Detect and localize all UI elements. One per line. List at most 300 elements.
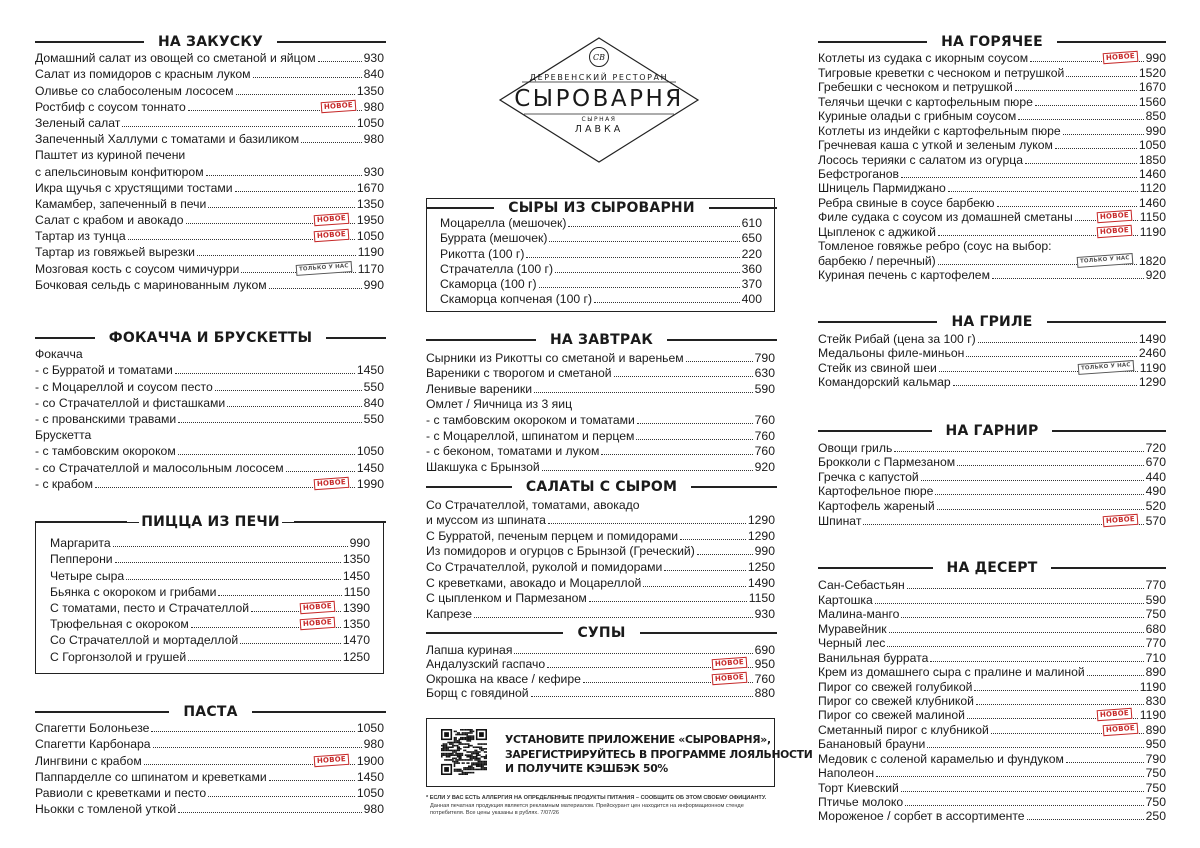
- menu-item: [818, 637, 1166, 651]
- menu-item-name: - с Бурратой и томатами: [35, 363, 173, 378]
- menu-item-price: 550: [363, 411, 384, 426]
- dot-leader: [974, 690, 1137, 691]
- menu-item: [50, 616, 370, 632]
- menu-item-name: Шакшука с Брынзой: [426, 459, 540, 474]
- menu-item-name: Сырники из Рикотты со сметаной и вареньем: [426, 350, 684, 365]
- menu-item-name: - с Моцареллой, шпинатом и перцем: [426, 428, 635, 443]
- menu-item: [818, 196, 1166, 210]
- menu-item: [440, 216, 762, 231]
- dot-leader: [301, 142, 361, 143]
- logo-sub-small: СЫРНАЯ: [581, 116, 617, 123]
- dot-leader: [144, 754, 355, 765]
- menu-item: [426, 643, 775, 658]
- dot-leader: [113, 546, 348, 547]
- menu-item-name: Спагетти Болоньезе: [35, 721, 150, 736]
- menu-item-price: 920: [1145, 268, 1166, 282]
- menu-item-price: 1250: [747, 559, 775, 574]
- menu-item-price: 520: [1145, 498, 1166, 513]
- menu-item: [35, 362, 384, 378]
- menu-item-price: 1150: [343, 584, 370, 599]
- menu-item: [35, 443, 384, 459]
- menu-item-price: 1850: [1138, 152, 1166, 167]
- dot-leader: [930, 661, 1143, 662]
- menu-item-name: Тартар из говяжьей вырезки: [35, 245, 195, 260]
- menu-item: [426, 528, 775, 544]
- menu-item-price: 990: [1145, 51, 1166, 66]
- app-promo-box: [426, 718, 813, 787]
- menu-item: [35, 260, 384, 276]
- menu-item-price: 1190: [1139, 708, 1166, 723]
- menu-item: [818, 810, 1166, 824]
- menu-item-name: Равиоли с креветками и песто: [35, 785, 207, 800]
- menu-item-name: Птичье молоко: [818, 795, 904, 809]
- menu-item-name: Гребешки с чесноком и петрушкой: [818, 80, 1013, 95]
- dot-leader: [614, 376, 753, 377]
- dot-leader: [887, 646, 1143, 647]
- promo-line-3: И ПОЛУЧИТЕ КЭШБЭК 50%: [505, 762, 668, 775]
- menu-item-name: Трюфельная с окороком: [50, 617, 189, 632]
- menu-item-name: Ребра свиные в соусе барбекю: [818, 195, 995, 210]
- title-rule: [691, 486, 777, 488]
- title-rule: [818, 430, 932, 432]
- dot-leader: [188, 660, 341, 661]
- menu-item: [818, 593, 1166, 607]
- menu-item-price: 990: [349, 536, 370, 551]
- footer-note: [426, 795, 778, 818]
- menu-item-price: 650: [741, 231, 762, 246]
- title-rule: [426, 486, 512, 488]
- menu-item-name: Паппарделле со шпинатом и креветками: [35, 769, 267, 784]
- section-title-label: НА ГАРНИР: [945, 423, 1039, 439]
- menu-item: [35, 82, 384, 98]
- dot-leader: [992, 278, 1144, 279]
- menu-item-name: Бочковая сельдь с маринованным луком: [35, 277, 267, 292]
- menu-item-price: 1170: [357, 261, 384, 276]
- menu-item-price: 1350: [342, 552, 370, 567]
- dot-leader: [555, 272, 740, 273]
- menu-item: [440, 292, 762, 307]
- menu-item: [35, 769, 384, 785]
- menu-item-name: Буррата (мешочек): [440, 231, 548, 246]
- title-rule: [294, 521, 386, 523]
- title-rule: [640, 632, 777, 634]
- dot-leader: [1030, 52, 1144, 63]
- menu-item-price: 980: [363, 737, 384, 752]
- section-title-garnish: [818, 421, 1166, 441]
- menu-item-price: 720: [1145, 440, 1166, 455]
- menu-item: [35, 66, 384, 82]
- menu-item: [50, 535, 370, 551]
- menu-item-price: 1350: [342, 617, 370, 632]
- menu-item-name: с апельсиновым конфитюром: [35, 164, 204, 179]
- dot-leader: [875, 603, 1144, 604]
- dot-leader: [208, 207, 355, 208]
- menu-item: [818, 153, 1166, 167]
- menu-item-price: 980: [363, 99, 384, 114]
- menu-item: [818, 695, 1166, 709]
- dot-leader: [531, 696, 753, 697]
- menu-item: [426, 428, 775, 444]
- menu-item-price: 1050: [356, 115, 384, 130]
- menu-item: [426, 687, 775, 702]
- dot-leader: [863, 514, 1143, 525]
- menu-item: [426, 544, 775, 560]
- menu-item: [50, 600, 370, 616]
- menu-item-name: Муравейник: [818, 621, 887, 636]
- menu-item: [35, 244, 384, 260]
- menu-item-price: 770: [1145, 636, 1166, 651]
- menu-item-price: 830: [1145, 693, 1166, 708]
- dot-leader: [548, 523, 746, 524]
- menu-item-price: 590: [754, 381, 775, 396]
- menu-item-price: 690: [754, 642, 775, 657]
- menu-item-price: 850: [1145, 109, 1166, 124]
- menu-item: [35, 163, 384, 179]
- menu-item: [35, 378, 384, 394]
- menu-item-name: Гречка с капустой: [818, 469, 919, 484]
- menu-item-price: 1490: [1138, 331, 1166, 346]
- section-items-cheeses: [440, 216, 762, 307]
- menu-item-name: Картошка: [818, 592, 873, 607]
- menu-item-name: С томатами, песто и Страчателлой: [50, 600, 250, 615]
- menu-item: [35, 196, 384, 212]
- menu-item-price: 760: [754, 671, 775, 686]
- dot-leader: [937, 509, 1144, 510]
- menu-item: [426, 559, 775, 575]
- dot-leader: [967, 709, 1138, 720]
- dot-leader: [95, 477, 355, 488]
- menu-item-name: Лосось терияки с салатом из огурца: [818, 152, 1024, 167]
- menu-item-name: - с тамбовским окороком: [35, 444, 176, 459]
- menu-item-name: Со Страчателлой и мортаделлой: [50, 633, 239, 648]
- dot-leader: [991, 723, 1144, 734]
- dot-leader: [547, 658, 753, 669]
- title-rule: [667, 339, 777, 341]
- dot-leader: [539, 287, 740, 288]
- section-title-breakfast: [426, 330, 777, 350]
- promo-text: [505, 733, 812, 777]
- menu-item: [818, 514, 1166, 529]
- title-rule: [426, 339, 536, 341]
- dot-leader: [935, 494, 1143, 495]
- menu-item-price: 250: [1145, 809, 1166, 824]
- menu-item-name: Малина-манго: [818, 607, 900, 622]
- menu-item-price: 1450: [356, 769, 384, 784]
- menu-item-name: С креветками, авокадо и Моцареллой: [426, 575, 642, 590]
- section-items-salads: [426, 497, 775, 622]
- menu-item: [818, 680, 1166, 694]
- logo-tagline: ДЕРЕВЕНСКИЙ РЕСТОРАН: [529, 73, 669, 82]
- menu-item: [818, 332, 1166, 347]
- new-badge: НОВОЕ: [314, 753, 350, 766]
- menu-item: [35, 476, 384, 492]
- menu-item: [818, 738, 1166, 752]
- menu-item-name: Паштет из куриной печени: [35, 148, 186, 163]
- menu-item-price: 890: [1145, 722, 1166, 737]
- menu-item-name: Оливье со слабосоленым лососем: [35, 83, 234, 98]
- menu-item: [818, 211, 1166, 225]
- dot-leader: [583, 672, 753, 683]
- dot-leader: [1035, 105, 1137, 106]
- section-items-grill: [818, 332, 1166, 390]
- menu-item-price: 1820: [1138, 253, 1166, 268]
- section-items-pasta: [35, 720, 384, 817]
- dot-leader: [686, 361, 753, 362]
- menu-item-price: 930: [363, 51, 384, 66]
- menu-item-name: Омлет / Яичница из 3 яиц: [426, 397, 573, 412]
- menu-item-name: Торт Киевский: [818, 780, 899, 795]
- dot-leader: [241, 262, 355, 273]
- menu-item-price: 750: [1145, 795, 1166, 809]
- menu-item: [818, 651, 1166, 665]
- section-title-label: ПИЦЦА ИЗ ПЕЧИ: [141, 514, 280, 530]
- dot-leader: [1027, 819, 1144, 820]
- dot-leader: [1015, 90, 1137, 91]
- menu-item-price: 360: [741, 261, 762, 276]
- menu-item-price: 840: [363, 67, 384, 82]
- menu-item-name: Картофель жареный: [818, 498, 935, 513]
- menu-item: [818, 456, 1166, 471]
- menu-item: [818, 182, 1166, 196]
- menu-item-name: Пепперони: [50, 552, 113, 567]
- dot-leader: [921, 480, 1144, 481]
- menu-item-name: Салат с крабом и авокадо: [35, 213, 184, 228]
- title-rule: [35, 337, 95, 339]
- section-title-label: НА ЗАВТРАК: [550, 332, 653, 348]
- section-title-label: ПАСТА: [183, 704, 238, 720]
- menu-item: [818, 81, 1166, 95]
- promo-line-2: ЗАРЕГИСТРИРУЙТЕСЬ В ПРОГРАММЕ ЛОЯЛЬНОСТИ: [505, 747, 813, 761]
- menu-item-name: Бефстроганов: [818, 166, 899, 181]
- section-title-hot: [818, 32, 1166, 52]
- dot-leader: [1025, 163, 1137, 164]
- menu-item: [35, 801, 384, 817]
- dot-leader: [976, 704, 1144, 705]
- menu-item-price: 1560: [1138, 94, 1166, 109]
- menu-item-name: Лингвини с крабом: [35, 753, 142, 768]
- new-badge: НОВОЕ: [1102, 51, 1138, 64]
- menu-item-price: 1290: [1138, 375, 1166, 390]
- title-rule: [35, 521, 127, 523]
- menu-item-price: 1460: [1138, 195, 1166, 210]
- menu-item-name: Черный лес: [818, 636, 886, 651]
- dot-leader: [251, 601, 341, 612]
- menu-item: [818, 110, 1166, 124]
- dot-leader: [269, 780, 355, 781]
- section-title-label: НА ГРИЛЕ: [951, 314, 1033, 330]
- section-title-label: НА ЗАКУСКУ: [158, 34, 263, 50]
- dot-leader: [939, 362, 1138, 372]
- menu-item-name: Котлеты из судака с икорным соусом: [818, 51, 1029, 66]
- menu-item-name: и муссом из шпината: [426, 513, 546, 528]
- menu-item: [818, 781, 1166, 795]
- title-rule: [426, 632, 563, 634]
- menu-item-name: Пирог со свежей голубикой: [818, 679, 973, 694]
- menu-item-price: 1190: [357, 245, 384, 260]
- menu-item-name: Пирог со свежей клубникой: [818, 693, 974, 708]
- menu-item-price: 1490: [747, 575, 775, 590]
- dot-leader: [151, 731, 354, 732]
- dot-leader: [542, 470, 753, 471]
- section-items-garnish: [818, 441, 1166, 529]
- menu-item-name: Капрезе: [426, 606, 472, 621]
- dot-leader: [1075, 211, 1138, 222]
- title-rule: [277, 41, 386, 43]
- section-items-focaccia: [35, 346, 384, 492]
- menu-item-price: 1050: [1138, 138, 1166, 153]
- section-title-soups: [426, 623, 777, 643]
- dot-leader: [526, 257, 739, 258]
- menu-item-price: 680: [1145, 621, 1166, 636]
- dot-leader: [953, 385, 1137, 386]
- title-rule: [426, 207, 494, 209]
- menu-item: [818, 767, 1166, 781]
- menu-item: [35, 736, 384, 752]
- dot-leader: [927, 747, 1143, 748]
- dot-leader: [997, 206, 1137, 207]
- menu-item: [440, 277, 762, 292]
- menu-item: [35, 395, 384, 411]
- new-badge: НОВОЕ: [711, 672, 747, 685]
- menu-item-name: Сметанный пирог с клубникой: [818, 722, 989, 737]
- menu-item: [35, 785, 384, 801]
- menu-item-name: Со Страчателлой, томатами, авокадо: [426, 497, 640, 512]
- menu-item-price: 930: [754, 606, 775, 621]
- menu-item-name: Окрошка на квасе / кефире: [426, 671, 581, 686]
- section-title-pasta: [35, 702, 386, 722]
- dot-leader: [236, 94, 355, 95]
- dot-leader: [894, 451, 1143, 452]
- menu-item: [426, 513, 775, 529]
- menu-item: [426, 459, 775, 475]
- dot-leader: [549, 241, 739, 242]
- menu-item-name: барбекю / перечный): [818, 253, 936, 268]
- section-title-label: САЛАТЫ С СЫРОМ: [525, 479, 678, 495]
- title-rule: [1057, 41, 1166, 43]
- menu-item-name: - со Страчателлой и фисташками: [35, 395, 226, 410]
- menu-item: [426, 497, 775, 513]
- title-rule: [1047, 321, 1166, 323]
- menu-item: [818, 608, 1166, 622]
- menu-item: [35, 427, 384, 443]
- menu-item-name: Вареники с творогом и сметаной: [426, 366, 612, 381]
- menu-item: [35, 459, 384, 475]
- menu-item-price: 440: [1145, 469, 1166, 484]
- menu-item-price: 950: [1145, 737, 1166, 752]
- dot-leader: [1063, 134, 1144, 135]
- dot-leader: [594, 302, 740, 303]
- menu-item-name: Командорский кальмар: [818, 375, 951, 390]
- section-title-label: СЫРЫ ИЗ СЫРОВАРНИ: [508, 200, 695, 216]
- menu-item-price: 1670: [1138, 80, 1166, 95]
- menu-item-name: Салат из помидоров с красным луком: [35, 67, 251, 82]
- menu-item: [818, 579, 1166, 593]
- menu-item-price: 990: [1145, 123, 1166, 138]
- menu-item-price: 670: [1145, 455, 1166, 470]
- title-rule: [35, 711, 169, 713]
- menu-item: [818, 52, 1166, 66]
- menu-item-name: - с беконом, томатами и луком: [426, 444, 600, 459]
- section-title-label: НА ДЕСЕРТ: [946, 560, 1038, 576]
- menu-item: [440, 246, 762, 261]
- menu-item-price: 1050: [356, 229, 384, 244]
- dot-leader: [938, 254, 1137, 265]
- section-items-soups: [426, 643, 775, 701]
- menu-item-price: 1050: [356, 721, 384, 736]
- menu-item-price: 220: [741, 246, 762, 261]
- menu-item: [818, 723, 1166, 737]
- menu-item-price: 760: [754, 412, 775, 427]
- menu-item: [426, 591, 775, 607]
- section-title-label: НА ГОРЯЧЕЕ: [941, 34, 1043, 50]
- dot-leader: [637, 423, 753, 424]
- menu-item-name: Брускетта: [35, 428, 92, 443]
- dot-leader: [269, 288, 362, 289]
- menu-item-price: 1670: [356, 180, 384, 195]
- menu-item-name: Тигровые креветки с чесноком и петрушкой: [818, 65, 1065, 80]
- menu-item-name: Страчателла (100 г): [440, 261, 554, 276]
- menu-item-name: Мороженое / сорбет в ассортименте: [818, 809, 1025, 824]
- new-badge: НОВОЕ: [320, 100, 356, 113]
- menu-item-price: 2460: [1138, 346, 1166, 361]
- dot-leader: [235, 191, 355, 192]
- menu-item-name: Ванильная буррата: [818, 650, 929, 665]
- menu-item-price: 570: [1145, 513, 1166, 528]
- menu-item: [426, 444, 775, 460]
- dot-leader: [286, 471, 355, 472]
- menu-item: [35, 50, 384, 66]
- menu-item: [818, 709, 1166, 723]
- menu-item: [818, 499, 1166, 514]
- menu-item-price: 930: [363, 164, 384, 179]
- menu-item-name: Домашний салат из овощей со сметаной и яйцом: [35, 51, 316, 66]
- menu-item: [818, 796, 1166, 810]
- menu-item-price: 980: [363, 132, 384, 147]
- menu-item-name: Скаморца копченая (100 г): [440, 292, 593, 307]
- new-badge: НОВОЕ: [314, 476, 350, 489]
- dot-leader: [253, 77, 362, 78]
- qr-code-icon[interactable]: [441, 729, 487, 775]
- menu-item-name: Стейк из свиной шеи: [818, 360, 937, 375]
- menu-item-price: 1290: [747, 528, 775, 543]
- menu-item-price: 1150: [748, 591, 775, 606]
- menu-item: [50, 584, 370, 600]
- menu-item: [440, 262, 762, 277]
- menu-item: [426, 606, 775, 622]
- menu-item: [818, 361, 1166, 376]
- logo-name: СЫРОВАРНЯ: [514, 86, 684, 112]
- dot-leader: [966, 356, 1137, 357]
- new-badge: НОВОЕ: [314, 229, 350, 242]
- menu-item: [35, 115, 384, 131]
- menu-item-price: 790: [1145, 751, 1166, 766]
- menu-item-name: С цыпленком и Пармезаном: [426, 591, 587, 606]
- title-rule: [1052, 430, 1166, 432]
- dot-leader: [889, 632, 1144, 633]
- dot-leader: [115, 562, 341, 563]
- menu-item: [35, 752, 384, 768]
- dot-leader: [876, 776, 1144, 777]
- section-title-salads: [426, 477, 777, 497]
- menu-item-name: Банановый брауни: [818, 737, 926, 752]
- menu-item-price: 840: [363, 395, 384, 410]
- menu-item: [50, 567, 370, 583]
- dot-leader: [589, 601, 747, 602]
- menu-item-name: Андалузский гаспачо: [426, 657, 546, 672]
- menu-item-price: 1450: [342, 568, 370, 583]
- menu-item-name: Телячьи щечки с картофельным пюре: [818, 94, 1033, 109]
- title-rule: [818, 321, 937, 323]
